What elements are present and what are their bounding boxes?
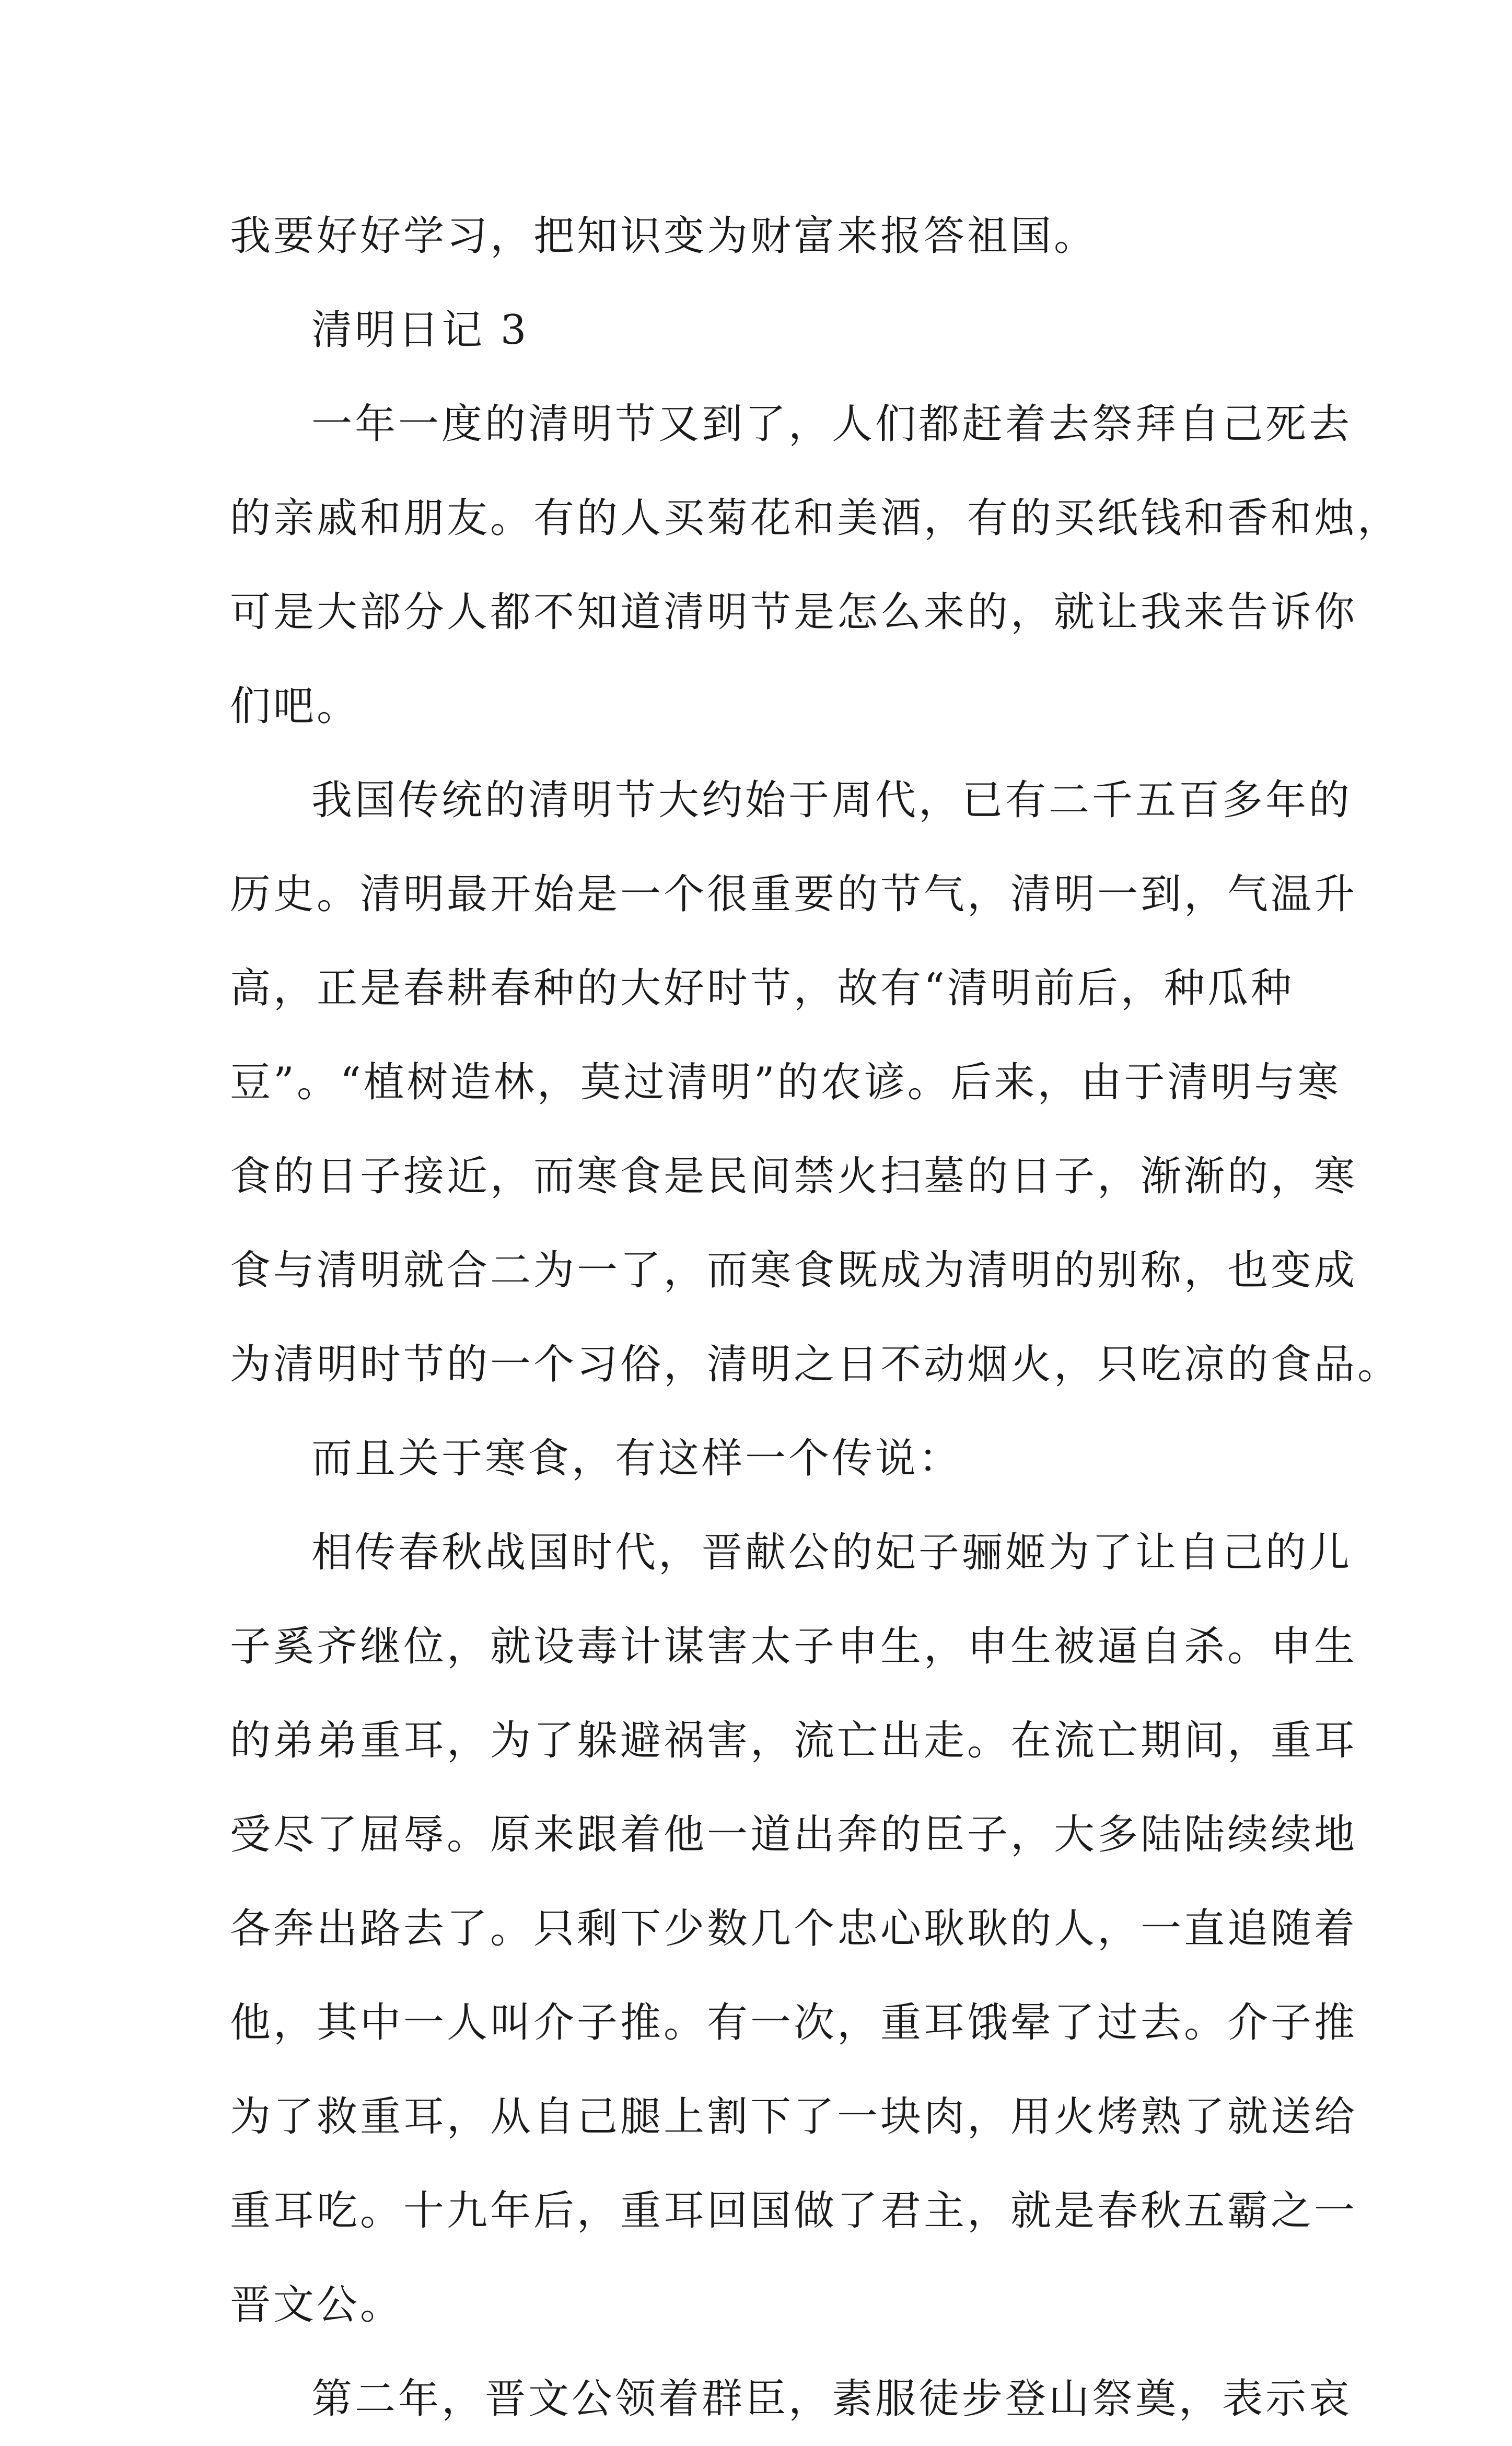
text-line: 为清明时节的一个习俗，清明之日不动烟火，只吃凉的食品。	[230, 1341, 1401, 1388]
section-heading: 清明日记 3	[311, 307, 529, 354]
text-line: 历史。清明最开始是一个很重要的节气，清明一到，气温升	[230, 871, 1358, 918]
text-line: 高，正是春耕春种的大好时节，故有“清明前后，种瓜种	[230, 965, 1294, 1012]
text-line: 一年一度的清明节又到了，人们都赶着去祭拜自己死去	[311, 401, 1353, 448]
text-line: 各奔出路去了。只剩下少数几个忠心耿耿的人，一直追随着	[230, 1905, 1358, 1952]
text-line: 豆”。“植树造林，莫过清明”的农谚。后来，由于清明与寒	[230, 1059, 1341, 1106]
text-line: 重耳吃。十九年后，重耳回国做了君主，就是春秋五霸之一	[230, 2187, 1358, 2234]
text-line: 可是大部分人都不知道清明节是怎么来的，就让我来告诉你	[230, 589, 1358, 636]
text-line: 他，其中一人叫介子推。有一次，重耳饿晕了过去。介子推	[230, 1999, 1358, 2046]
text-line: 的亲戚和朋友。有的人买菊花和美酒，有的买纸钱和香和烛，	[230, 495, 1401, 542]
text-line: 食与清明就合二为一了，而寒食既成为清明的别称，也变成	[230, 1247, 1358, 1294]
text-line: 们吧。	[230, 683, 360, 730]
text-line: 为了救重耳，从自己腿上割下了一块肉，用火烤熟了就送给	[230, 2093, 1358, 2140]
text-line: 食的日子接近，而寒食是民间禁火扫墓的日子，渐渐的，寒	[230, 1153, 1358, 1200]
text-line: 相传春秋战国时代，晋献公的妃子骊姬为了让自己的儿	[311, 1529, 1353, 1576]
text-line: 受尽了屈辱。原来跟着他一道出奔的臣子，大多陆陆续续地	[230, 1811, 1358, 1858]
text-line: 晋文公。	[230, 2281, 404, 2328]
document-body	[230, 189, 1401, 2446]
text-line: 而且关于寒食，有这样一个传说：	[311, 1435, 962, 1482]
text-line: 的弟弟重耳，为了躲避祸害，流亡出走。在流亡期间，重耳	[230, 1717, 1358, 1764]
text-line: 子奚齐继位，就设毒计谋害太子申生，申生被逼自杀。申生	[230, 1623, 1358, 1670]
text-line: 我要好好学习，把知识变为财富来报答祖国。	[230, 213, 1098, 260]
text-line: 我国传统的清明节大约始于周代，已有二千五百多年的	[311, 777, 1353, 824]
text-line: 第二年，晋文公领着群臣，素服徒步登山祭奠，表示哀	[311, 2375, 1353, 2422]
